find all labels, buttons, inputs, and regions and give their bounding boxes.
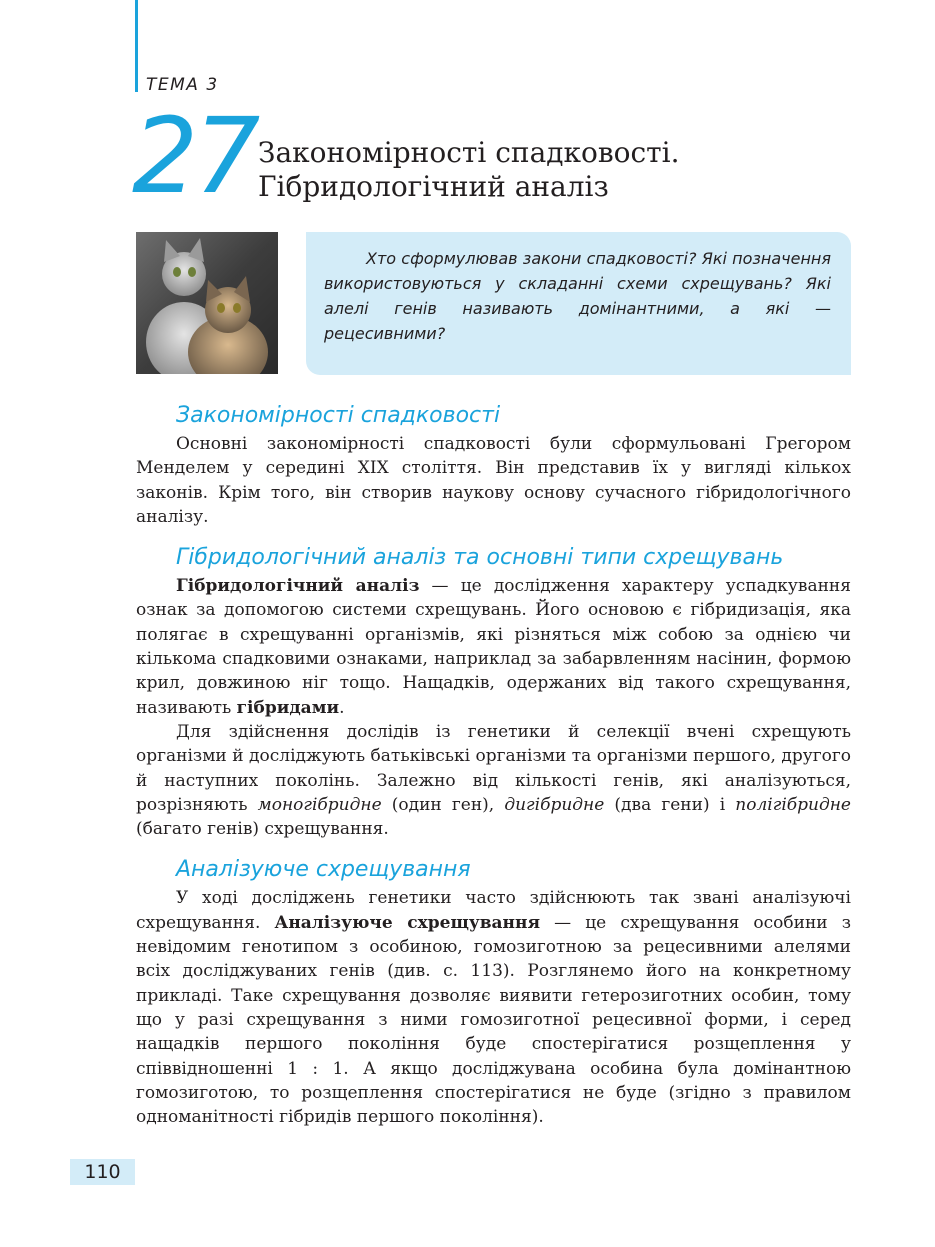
section-paragraph: Гібридологічний аналіз — це дослідження характеру успадкування ознак за допомогою системи схрещувань. Його основою є гібридизація, яка полягає в схрещуванні організмів, які різняться між собою за однією чи кількома спадковими ознаками, наприклад за забарвленням насінин, формою крил, довжиною ніг тощо. Нащадків, одержаних від такого схрещування, називають гібридами.	[136, 576, 851, 718]
chapter-title-line2: Гібридологічний аналіз	[258, 170, 609, 203]
intro-questions-box	[306, 232, 851, 375]
chapter-number: 27	[132, 95, 257, 217]
page-number: 110	[70, 1159, 135, 1185]
section-heading-heredity-laws: Закономірності спадковості	[176, 403, 501, 428]
intro-questions-text: Хто сформулював закони спадковості? Які позначення використовуються у складанні схеми схрещувань? Які алелі генів називають домінантними, а які — рецесивними?	[324, 249, 831, 343]
term-bold: Аналізуюче схрещування	[274, 912, 541, 933]
kittens-photo	[136, 232, 278, 374]
topic-accent-bar	[135, 0, 138, 92]
term-bold: Гібридологічний аналіз	[176, 576, 420, 597]
chapter-title	[258, 136, 680, 204]
section-paragraph: У ході досліджень генетики часто здійснюють так звані аналізуючі схрещування. Аналізуюче схрещування — це схрещування особини з невідомим генотипом з особиною, гомозиготною за рецесивними алелями всіх досліджуваних генів (див. с. 113). Розглянемо його на конкретному прикладі. Таке схрещування дозволяє виявити гетерозиготних особин, тому що у разі схрещування з ними гомозиготної рецесивної форми, і серед нащадків першого покоління буде спостерігатися розщеплення у співвідношенні 1 : 1. А якщо досліджувана особина була домінантною гомозиготою, то розщеплення спостерігатися не буде (згідно з правилом одноманітності гібридів першого покоління).	[136, 888, 852, 1128]
section-paragraph: Для здійснення дослідів із генетики й селекції вчені схрещують організми й досліджують батьківські організми та організми першого, другого й наступних поколінь. Залежно від кількості генів, які аналізуються, розрізняють моногібридне (один ген), дигібридне (два гени) і полігібридне (багато генів) схрещування.	[136, 721, 851, 840]
main-content	[136, 400, 851, 1129]
section-heading-test-cross: Аналізуюче схрещування	[176, 857, 471, 883]
term-bold: гібридами	[236, 697, 340, 718]
term-italic: моногібридне	[257, 794, 382, 815]
section-paragraph: Основні закономірності спадковості були сформульовані Грегором Менделем у середині XIX століття. Він представив їх у вигляді кількох законів. Крім того, він створив наукову основу сучасного гібридологічного аналізу.	[136, 434, 851, 527]
section-heading-hybridological-analysis: Гібридологічний аналіз та основні типи схрещувань	[176, 545, 784, 571]
topic-label: ТЕМА 3	[146, 75, 219, 95]
term-italic: полігібридне	[735, 794, 851, 815]
chapter-title-line1: Закономірності спадковості.	[258, 136, 680, 169]
term-italic: дигібридне	[504, 794, 605, 815]
